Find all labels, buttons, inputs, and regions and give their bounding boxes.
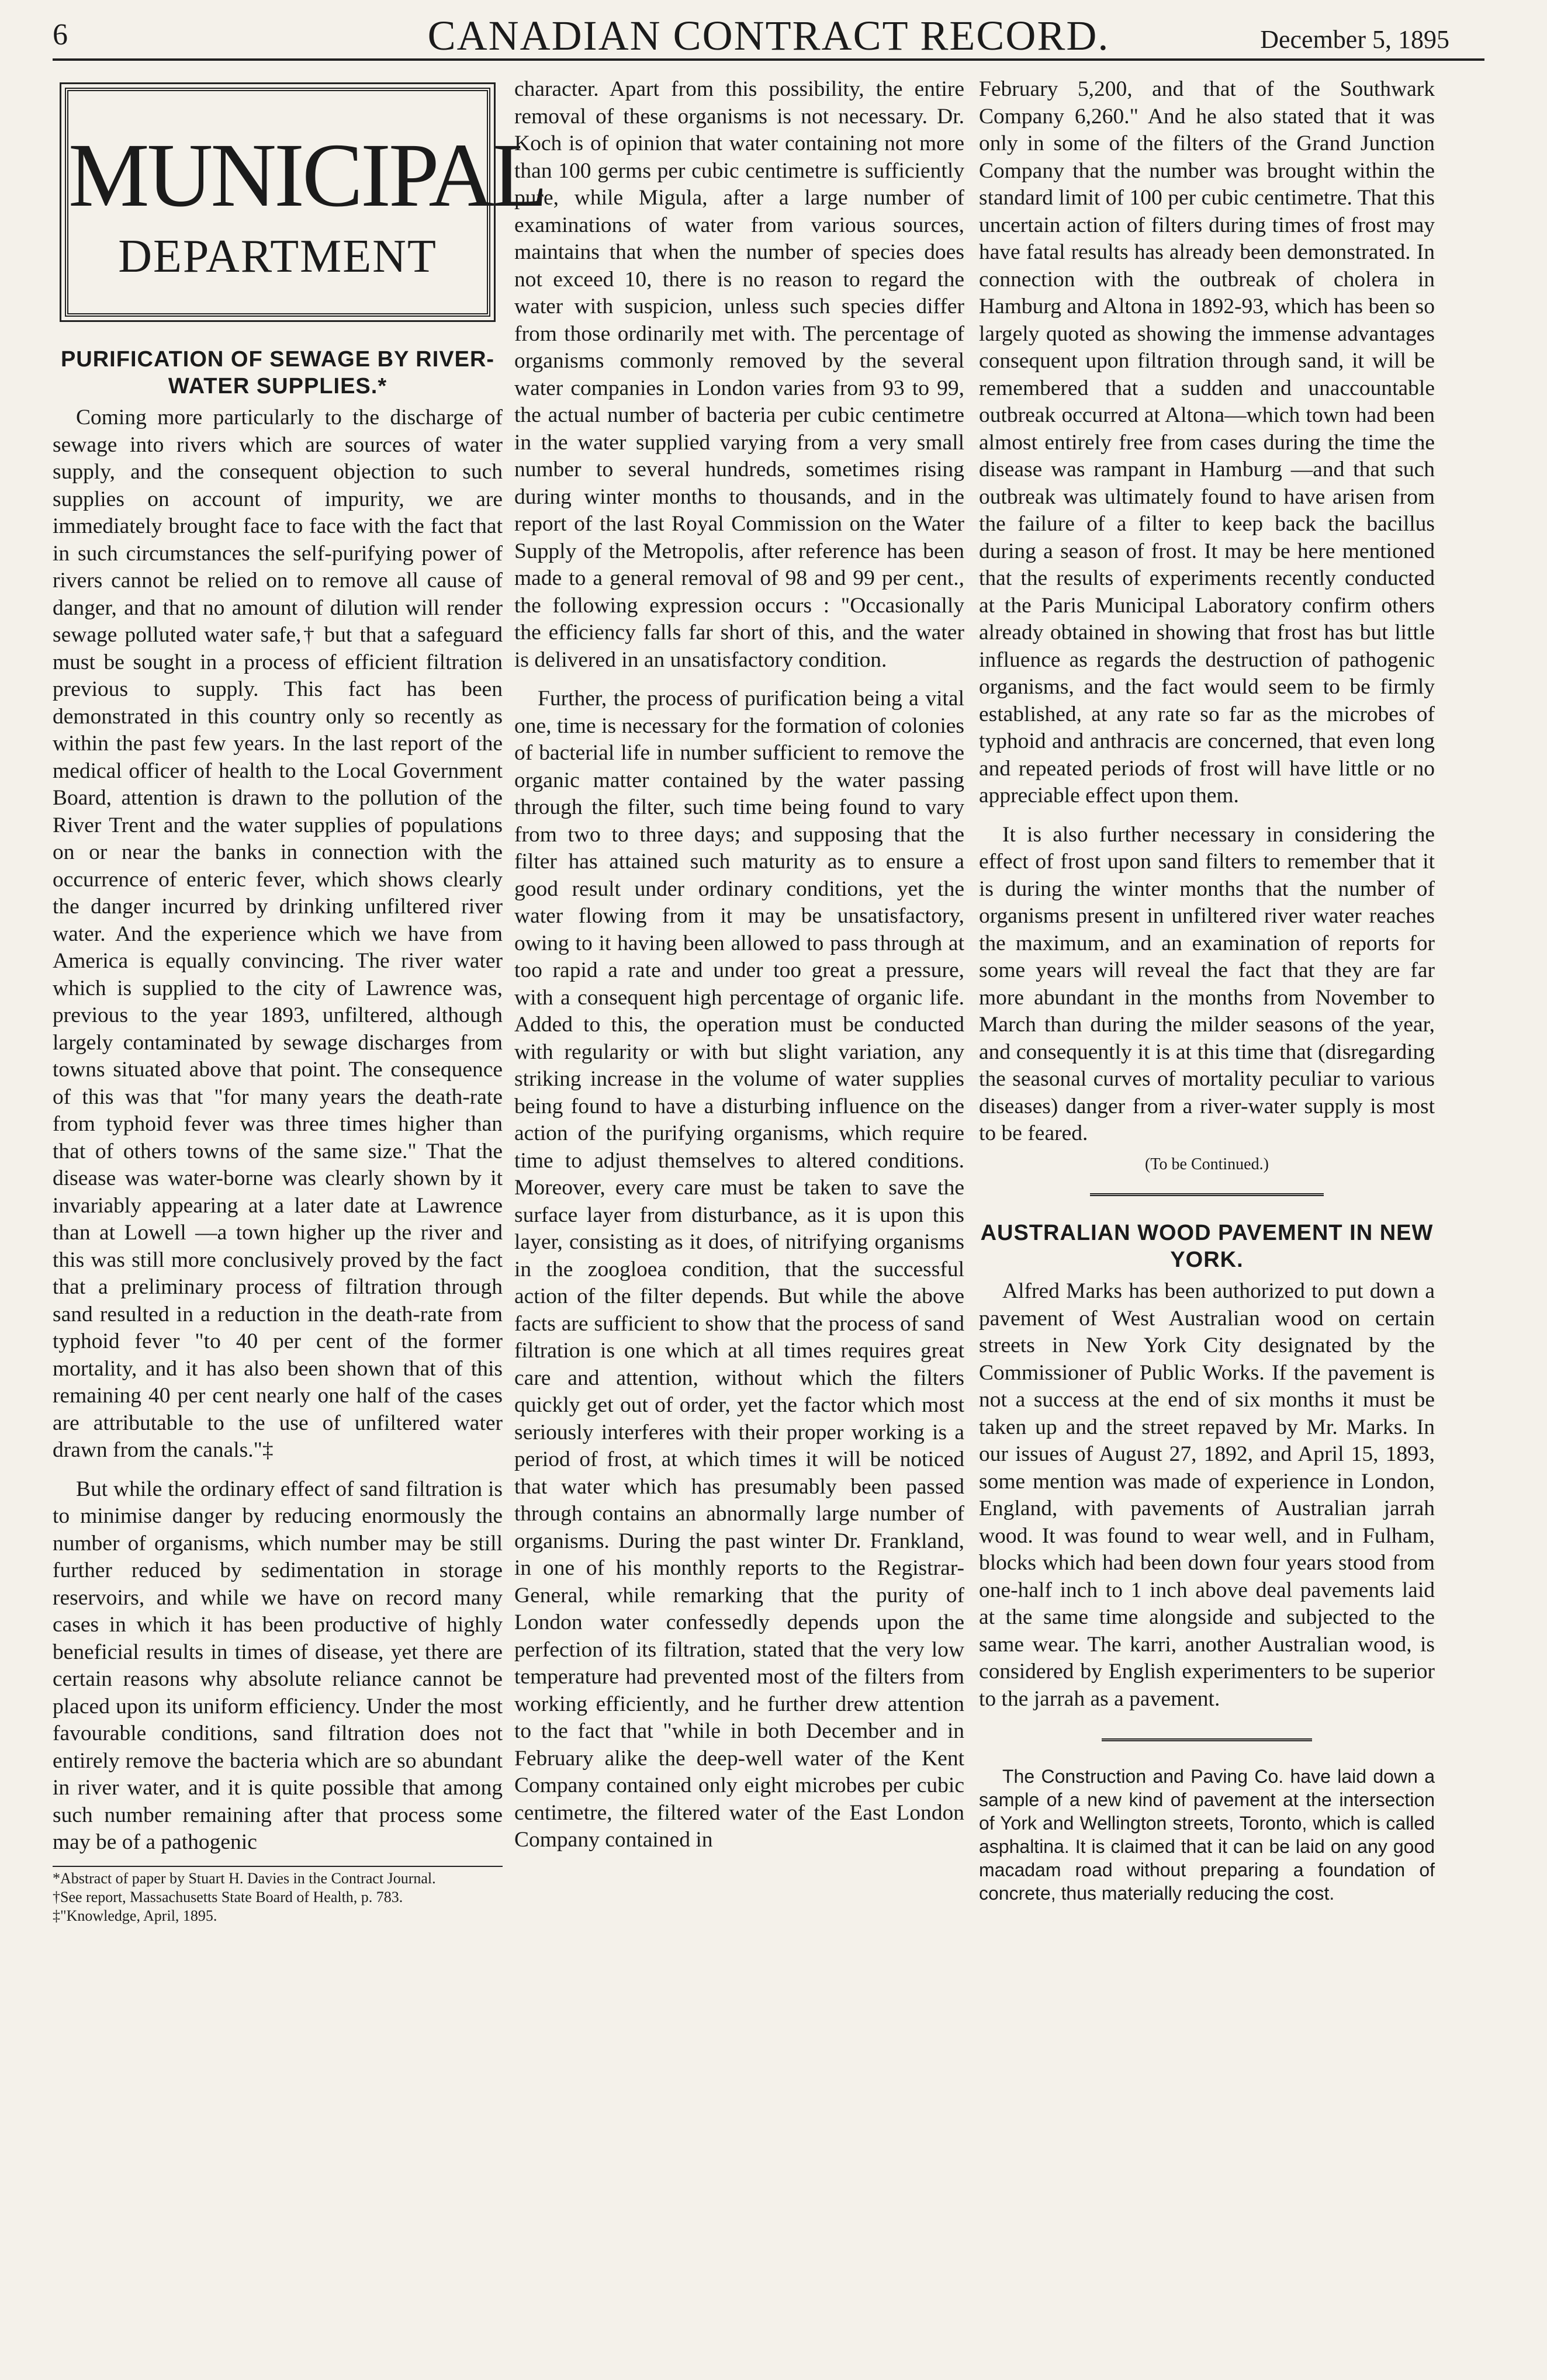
column-2 [514,76,964,1854]
continued-note: (To be Continued.) [1145,1155,1269,1173]
department-title: MUNICIPAL [68,124,546,226]
article-title: PURIFICATION OF SEWAGE BY RIVER-WATER SUPPLIES.* [60,347,495,399]
footnotes [53,1866,503,1925]
column-1 [53,82,546,1925]
paragraph: Alfred Marks has been authorized to put down a pavement of West Australian wood on certain streets in New York City designated by the Commissioner of Public Works. If the pavement is not a success at the end of six months it must be taken up and the street repaved by Mr. Marks. In our issues of August 27, 1892, and April 15, 1893, some mention was made of experience in London, England, with pavements of Australian jarrah wood. It was found to wear well, and in Fulham, blocks which had been down four years stood from one-half inch to 1 inch above deal pavements laid at the same time alongside and subjected to the same wear. The karri, another Australian wood, is considered by English experimenters to be superior to the jarrah as a pavement. [979,1279,1435,1711]
publication-title: CANADIAN CONTRACT RECORD. [427,12,1110,59]
divider [1102,1738,1312,1741]
paragraph: It is also further necessary in considering the effect of frost upon sand filters to remember that it is during the winter months that the number of organisms present in unfiltered river water reaches the maximum, and an examination of reports for some years will reveal the fact that they are far more abundant in the months from November to March than during the milder seasons of the year, and consequently it is at this time that (disregarding the seasonal curves of mortality peculiar to various diseases) danger from a river-water supply is most to be feared. [979,822,1435,1145]
paragraph: Further, the process of purification being a vital one, time is necessary for the formation of colonies of bacterial life in number sufficient to remove the organic matter contained by the water passing through the filter, such time being found to vary from two to three days; and supposing that the filter has attained such maturity as to ensure a good result under ordinary conditions, yet the water flowing from it may be unsatisfactory, owing to it having been allowed to pass through at too rapid a rate and under too great a pressure, with a consequent high percentage of organic life. Added to this, the operation must be conducted with regularity or with but slight variation, any striking increase in the volume of water supplies being found to have a disturbing influence on the action of the purifying organisms, which require time to adjust themselves to altered conditions. Moreover, every care must be taken to save the surface layer from disturbance, as it is upon this layer, consisting as it does, of nitrifying organisms in the zoogloea condition, that the successful action of the filter depends. But while the above facts are sufficient to show that the process of sand filtration is one which at all times requires great care and attention, without which the filters quickly get out of order, yet the factor which most seriously interferes with their proper working is a period of frost, at which times it will be noticed that water which has presumably been passed through contains an abnormally large number of organisms. During the past winter Dr. Frankland, in one of his monthly reports to the Registrar-General, while remarking that the purity of London water confessedly depends upon the perfection of its filtration, stated that the very low temperature had prevented most of the filters from working efficiently, and he further drew attention to the fact that "while in both December and in February alike the deep-well water of the Kent Company contained only eight microbes per cubic centimetre, the filtered water of the East London Company contained in [514,687,964,1852]
footnote: *Abstract of paper by Stuart H. Davies in the Contract Journal. [53,1869,436,1887]
article-2 [979,1220,1435,1713]
paragraph: But while the ordinary effect of sand filtration is to minimise danger by reducing enormously the number of organisms, which number may be still further reduced by sedimentation in storage reservoirs, and while we have on record many cases in which it has been productive of highly beneficial results in times of disease, yet there are certain reasons why absolute reliance cannot be placed upon its uniform efficiency. Under the most favourable conditions, sand filtration does not entirely remove the bacteria which are so abundant in river water, and it is quite possible that among such number remaining after that process some may be of a pathogenic [53,1477,503,1854]
column-3 [979,76,1435,1905]
article-3 [979,1765,1435,1905]
article-2-title: AUSTRALIAN WOOD PAVEMENT IN NEW YORK. [980,1221,1434,1272]
footnote: †See report, Massachusetts State Board of Health, p. 783. [53,1888,403,1906]
paragraph: February 5,200, and that of the Southwark Company 6,260." And he also stated that it was only in some of the filters of the Grand Junction Company that the number was brought within the standard limit of 100 per cubic centimetre. That this uncertain action of filters during times of frost may have fatal results has already been demonstrated. In connection with the outbreak of cholera in Hamburg and Altona in 1892-93, which has been so largely quoted as showing the immense advantages consequent upon filtration through sand, it will be remembered that a sudden and unaccountable outbreak occurred at Altona—which town had been almost entirely free from cases during the time the disease was rampant in Hamburg —and that such outbreak was ultimately found to have arisen from the failure of a filter to keep back the bacillus during a season of frost. It may be here mentioned that the results of experiments recently conducted at the Paris Municipal Laboratory confirm others already obtained in showing that frost has but little influence as regards the destruction of pathogenic organisms, and the fact would seem to be firmly established, at any rate so far as the microbes of typhoid and anthracis are concerned, that even long and repeated periods of frost will have little or no appreciable effect upon them. [979,77,1435,808]
department-subtitle: DEPARTMENT [118,231,437,282]
paragraph: character. Apart from this possibility, the entire removal of these organisms is not necessary. Dr. Koch is of opinion that water containing not more than 100 germs per cubic centimetre is sufficiently pure, while Migula, after a large number of examinations of water from various sources, maintains that when the number of species does not exceed 10, there is no reason to regard the water with suspicion, unless such species differ from those ordinarily met with. The percentage of organisms commonly removed by the several water companies in London varies from 93 to 99, the actual number of bacteria per cubic centimetre in the water supplied varying from a very small number to several hundreds, sometimes rising during winter months to thousands, and in the report of the last Royal Commission on the Water Supply of the Metropolis, after reference has been made to a general removal of 98 and 99 per cent., the following expression occurs : "Occasionally the efficiency falls far short of this, and the water is delivered in an unsatisfactory condition. [514,77,964,672]
paragraph: Coming more particularly to the discharge of sewage into rivers which are sources of water supply, and the consequent objection to such supplies on account of impurity, we are immediately brought face to face with the fact that in such circumstances the self-purifying power of rivers cannot be relied on to remove all cause of danger, and that no amount of dilution will render sewage polluted water safe,† but that a safeguard must be sought in a process of efficient filtration previous to supply. This fact has been demonstrated in this country only so recently as within the past few years. In the last report of the medical officer of health to the Local Government Board, attention is drawn to the pollution of the River Trent and the water supplies of populations on or near the banks in connection with the occurrence of enteric fever, which shows clearly the danger incurred by drinking unfiltered river water. And the experience which we have from America is equally convincing. The river water which is supplied to the city of Lawrence was, previous to the year 1893, unfiltered, although largely contaminated by sewage discharges from towns situated above that point. The consequence of this was that "for many years the death-rate from typhoid fever was three times higher than that of others towns of the same size." That the disease was water-borne was clearly shown by it invariably appearing at a later date at Lawrence than at Lowell —a town higher up the river and this was still more conclusively proved by the fact that a preliminary process of filtration through sand resulted in a reduction in the death-rate from typhoid fever "to 40 per cent of the former mortality, and it has also been shown that of this remaining 40 per cent nearly one half of the cases are attributable to the use of unfiltered water drawn from the canals."‡ [53,406,503,1462]
footnote: ‡"Knowledge, April, 1895. [53,1907,217,1924]
paragraph: The Construction and Paving Co. have laid down a sample of a new kind of pavement at the intersection of York and Wellington streets, Toronto, which is called asphaltina. It is claimed that it can be laid on any good macadam road without preparing a foundation of concrete, thus materially reducing the cost. [979,1766,1435,1904]
divider [1090,1193,1324,1196]
page-header [53,12,1484,61]
issue-date: December 5, 1895 [1260,25,1449,54]
page-number: 6 [53,18,68,51]
department-banner [65,88,546,317]
